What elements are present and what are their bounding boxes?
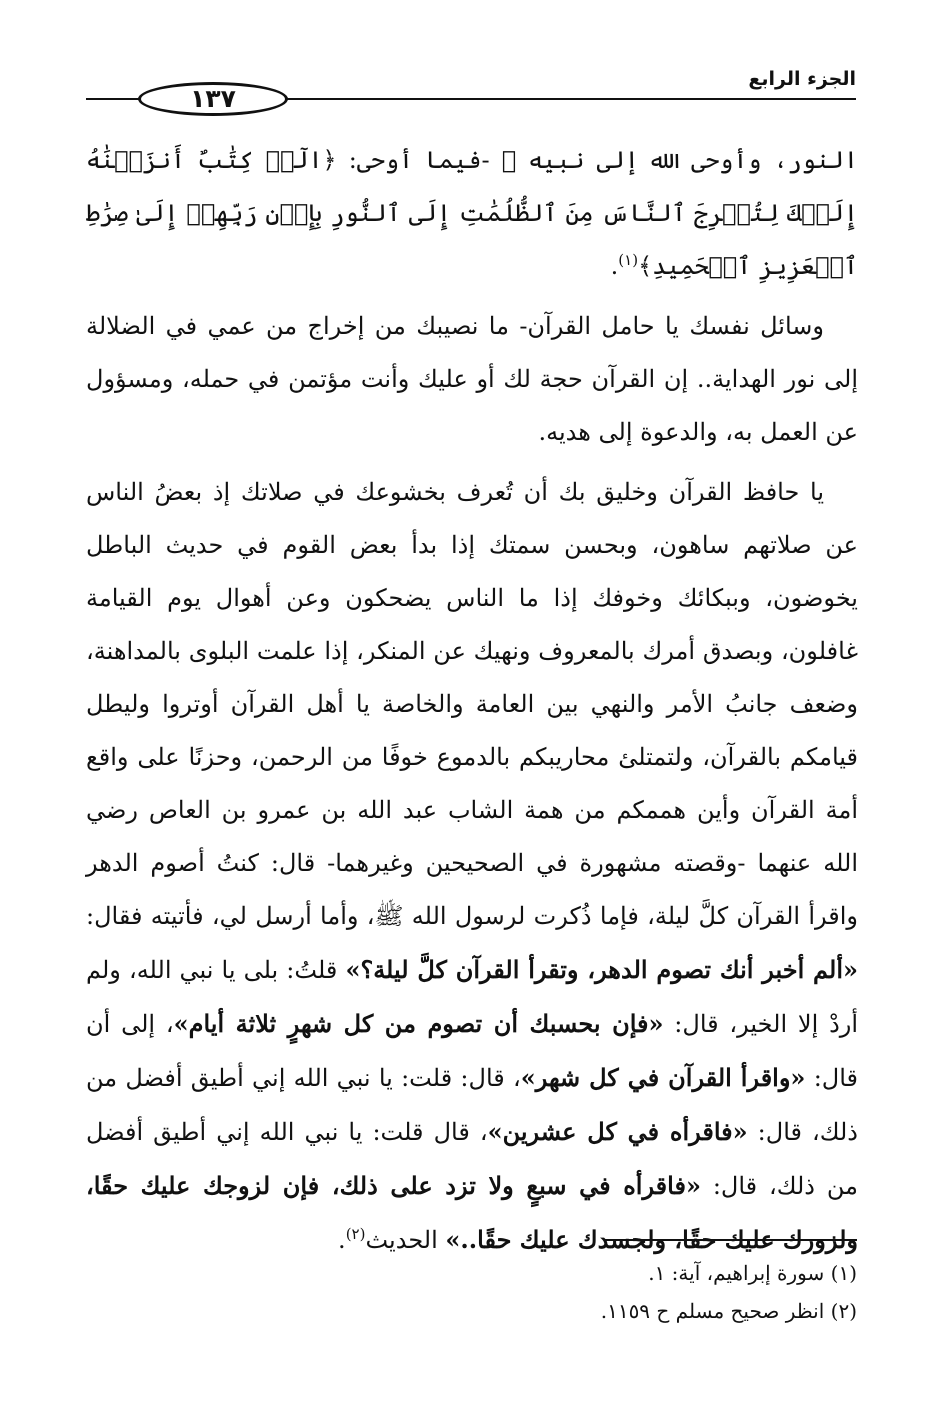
hadith-quote-3: «واقرأ القرآن في كل شهر» [520, 1063, 806, 1092]
paragraph-1 [86, 134, 858, 293]
paragraph-1-lead: النور، وأوحى الله إلى نبيه ﷺ -فيما أوحى: [336, 146, 858, 174]
footnote-2: (٢) انظر صحيح مسلم ح ١١٥٩. [600, 1299, 857, 1323]
page-number: ١٣٧ [138, 82, 288, 116]
paragraph-3-text-4: ، قال: قلت: يا نبي الله إني أطيق أفضل من ذلك، قال: [86, 1064, 858, 1146]
quran-verse: ﴿الٓرۚ كِتَٰبٌ أَنزَلۡنَٰهُ إِلَيۡكَ لِتُخۡرِجَ ٱلنَّاسَ مِنَ ٱلظُّلُمَٰتِ إِلَى ٱلنُّورِ بِإِذۡنِ رَبِّهِمۡ إِلَىٰ صِرَٰطِ ٱلۡعَزِيزِ ٱلۡحَمِيدِ﴾ [86, 146, 858, 280]
paragraph-3-text-5: ، قال قلت: يا نبي الله إني أطيق أفضل من ذلك، قال: [86, 1118, 859, 1200]
paragraph-3-text-3: ، إلى أن قال: [86, 1010, 858, 1092]
hadith-quote-4: «فاقرأه في كل عشرين» [487, 1117, 748, 1146]
footnote-ref-2: (٢) [345, 1225, 366, 1243]
footnote-1: (١) سورة إبراهيم، آية: ١. [648, 1261, 857, 1285]
paragraph-3-text-6: الحديث [365, 1226, 446, 1254]
paragraph-1-end: . [610, 252, 619, 280]
running-head-title: الجزء الرابع [748, 68, 856, 90]
paragraph-3-end: . [338, 1226, 346, 1254]
page-header [86, 62, 856, 122]
hadith-quote-5: «فاقرأه في سبعٍ ولا تزد على ذلك، فإن لزوجك عليك حقًا، ولزورك عليك حقًا، ولجسدك عليك حقًا..» [86, 1171, 858, 1254]
footnotes [300, 1254, 857, 1330]
paragraph-3 [86, 466, 858, 1267]
hadith-quote-1: «ألم أخبر أنك تصوم الدهر، وتقرأ القرآن كلَّ ليلة؟» [345, 955, 858, 984]
paragraph-3-text-1: يا حافظ القرآن وخليق بك أن تُعرف بخشوعك في صلاتك إذ بعضُ الناس عن صلاتهم ساهون، وبحسن سمتك إذا بدأ بعض القوم في حديث الباطل يخوضون، وببكائك وخوفك إذا ما الناس يضحكون وعن أهوال يوم القيامة غافلون، وبصدق أمرك بالمعروف ونهيك عن المنكر، إذا علمت البلوى بالمداهنة، وضعف جانبُ الأمر والنهي بين العامة والخاصة يا أهل القرآن أوتروا وليطل قيامكم بالقرآن، ولتمتلئ محاريبكم بالدموع خوفًا من الرحمن، وحزنًا على واقع أمة القرآن وأين هممكم من همة الشاب عبد الله بن عمرو بن العاص رضي الله عنهما -وقصته مشهورة في الصحيحين وغيرهما- قال: كنتُ أصوم الدهر واقرأ القرآن كلَّ ليلة، فإما ذُكرت لرسول الله ﷺ، وأما أرسل لي، فأتيته فقال: [86, 478, 858, 930]
hadith-quote-2: «فإن بحسبك أن تصوم من كل شهرٍ ثلاثة أيام» [173, 1009, 664, 1038]
paragraph-2: وسائل نفسك يا حامل القرآن- ما نصيبك من إخراج من عمي في الضلالة إلى نور الهداية.. إن القرآن حجة لك أو عليك وأنت مؤتمن في حمله، ومسؤول عن العمل به، والدعوة إلى هديه. [86, 312, 858, 446]
body-text [86, 134, 858, 1274]
paragraph-3-text-2: قلتُ: بلى يا نبي الله، ولم أردْ إلا الخير، قال: [86, 956, 859, 1038]
footnote-rule [605, 1239, 857, 1241]
footnote-ref-1: (١) [618, 251, 639, 269]
